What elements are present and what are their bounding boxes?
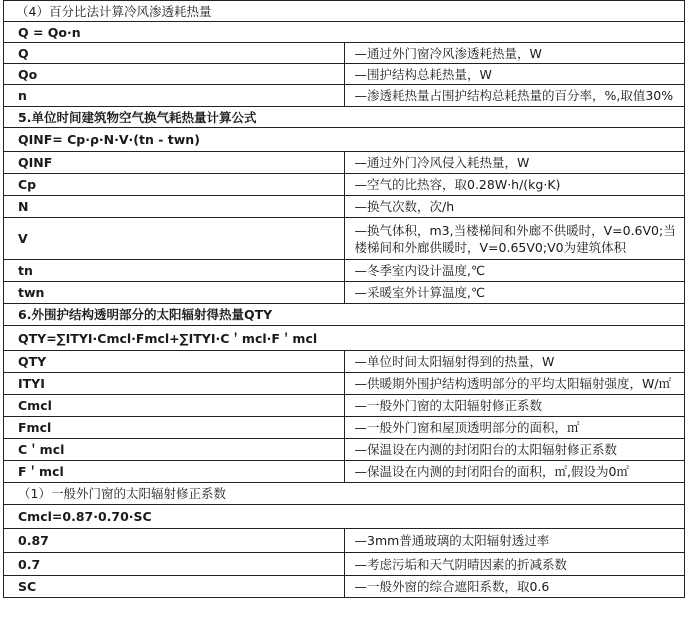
symbol-cell: C＇mcl: [4, 439, 345, 461]
description-cell: —一般外窗的综合遮阳系数，取0.6: [344, 576, 685, 598]
formula-table: [3, 0, 685, 598]
table-row: [4, 260, 685, 282]
table-row: [4, 576, 685, 598]
section-heading: （1）一般外门窗的太阳辐射修正系数: [4, 483, 685, 505]
symbol-cell: ITYI: [4, 373, 345, 395]
section-heading: 6.外围护结构透明部分的太阳辐射得热量QTY: [4, 304, 685, 326]
symbol-cell: Qo: [4, 64, 345, 85]
formula: Q = Qo·n: [4, 22, 685, 43]
table-row: [4, 304, 685, 326]
table-row: [4, 439, 685, 461]
symbol-cell: QTY: [4, 351, 345, 373]
table-row: [4, 1, 685, 22]
table-row: [4, 152, 685, 174]
table-row: [4, 351, 685, 373]
table-row: [4, 417, 685, 439]
symbol-cell: tn: [4, 260, 345, 282]
table-row: [4, 282, 685, 304]
description-cell: —空气的比热容，取0.28W·h/(kg·K): [344, 174, 685, 196]
table-row: [4, 505, 685, 529]
description-cell: —3mm普通玻璃的太阳辐射透过率: [344, 529, 685, 553]
table-row: [4, 107, 685, 128]
description-cell: —一般外门窗和屋顶透明部分的面积，㎡: [344, 417, 685, 439]
table-row: [4, 85, 685, 107]
symbol-cell: twn: [4, 282, 345, 304]
table-row: [4, 128, 685, 152]
description-cell: —换气次数，次/h: [344, 196, 685, 218]
symbol-cell: N: [4, 196, 345, 218]
symbol-cell: Fmcl: [4, 417, 345, 439]
symbol-cell: 0.87: [4, 529, 345, 553]
description-cell: —保温设在内测的封闭阳台的太阳辐射修正系数: [344, 439, 685, 461]
table-row: [4, 483, 685, 505]
symbol-cell: SC: [4, 576, 345, 598]
table-row: [4, 395, 685, 417]
description-cell: —采暖室外计算温度,℃: [344, 282, 685, 304]
symbol-cell: 0.7: [4, 553, 345, 576]
description-cell: —通过外门冷风侵入耗热量，W: [344, 152, 685, 174]
description-cell: —一般外门窗的太阳辐射修正系数: [344, 395, 685, 417]
description-cell: —围护结构总耗热量，W: [344, 64, 685, 85]
symbol-cell: QINF: [4, 152, 345, 174]
description-cell: —渗透耗热量占围护结构总耗热量的百分率，%,取值30%: [344, 85, 685, 107]
table-row: [4, 529, 685, 553]
formula: Cmcl=0.87·0.70·SC: [4, 505, 685, 529]
table-row: [4, 174, 685, 196]
description-cell: —考虑污垢和天气阴晴因素的折减系数: [344, 553, 685, 576]
table-row: [4, 43, 685, 64]
symbol-cell: Cmcl: [4, 395, 345, 417]
table-row: [4, 218, 685, 260]
description-cell: —换气体积，m3,当楼梯间和外廊不供暖时，V=0.6V0;当楼梯间和外廊供暖时，V=0.65V0;V0为建筑体积: [344, 218, 685, 260]
description-cell: —冬季室内设计温度,℃: [344, 260, 685, 282]
table-row: [4, 22, 685, 43]
symbol-cell: n: [4, 85, 345, 107]
table-row: [4, 373, 685, 395]
description-cell: —保温设在内测的封闭阳台的面积，㎡,假设为0㎡: [344, 461, 685, 483]
formula: QINF= Cp·ρ·N·V·(tn - twn): [4, 128, 685, 152]
description-cell: —通过外门窗冷风渗透耗热量，W: [344, 43, 685, 64]
table-row: [4, 326, 685, 351]
description-cell: —供暖期外围护结构透明部分的平均太阳辐射强度，W/㎡: [344, 373, 685, 395]
symbol-cell: F＇mcl: [4, 461, 345, 483]
table-row: [4, 553, 685, 576]
symbol-cell: V: [4, 218, 345, 260]
section-heading: 5.单位时间建筑物空气换气耗热量计算公式: [4, 107, 685, 128]
table-row: [4, 461, 685, 483]
symbol-cell: Q: [4, 43, 345, 64]
description-cell: —单位时间太阳辐射得到的热量，W: [344, 351, 685, 373]
symbol-cell: Cp: [4, 174, 345, 196]
table-row: [4, 196, 685, 218]
table-row: [4, 64, 685, 85]
formula: QTY=∑ITYI·Cmcl·Fmcl+∑ITYI·C＇mcl·F＇mcl: [4, 326, 685, 351]
section-heading: （4）百分比法计算冷风渗透耗热量: [4, 1, 685, 22]
